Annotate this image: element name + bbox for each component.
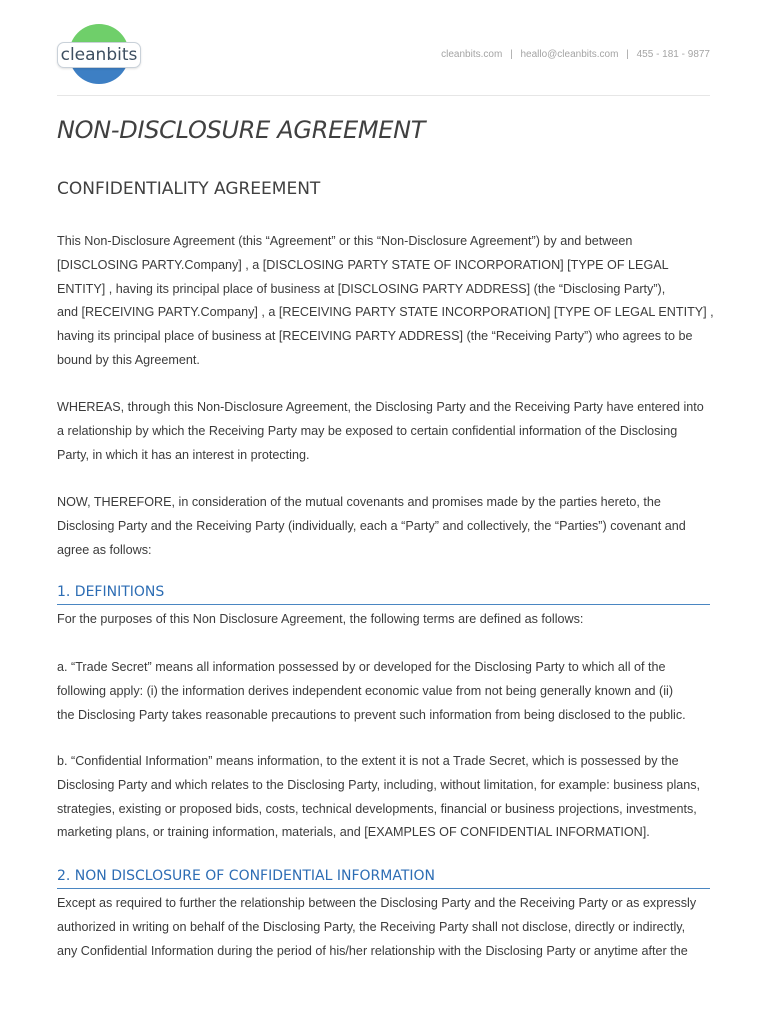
document-title: NON-DISCLOSURE AGREEMENT xyxy=(57,116,426,144)
document-subtitle: CONFIDENTIALITY AGREEMENT xyxy=(57,179,321,199)
now-therefore-paragraph xyxy=(57,491,713,562)
definitions-intro xyxy=(57,608,713,632)
contact-info xyxy=(441,49,710,60)
text-line: the Disclosing Party takes reasonable precautions to prevent such information from being disclosed to the public. xyxy=(57,707,686,722)
text-line: and [RECEIVING PARTY.Company] , a [RECEIVING PARTY STATE INCORPORATION] [TYPE OF LEGAL ENTITY] , xyxy=(57,305,714,320)
text-line: marketing plans, or training information, materials, and [EXAMPLES OF CONFIDENTIAL INFORMATION]. xyxy=(57,825,650,840)
text-line: agree as follows: xyxy=(57,542,152,557)
text-line: following apply: (i) the information derives independent economic value from not being generally known and (ii) xyxy=(57,683,674,698)
separator: | xyxy=(510,49,513,60)
section-heading-definitions: 1. DEFINITIONS xyxy=(57,581,710,605)
definition-trade-secret xyxy=(57,656,713,727)
definition-confidential-information xyxy=(57,750,713,845)
text-line: authorized in writing on behalf of the Disclosing Party, the Receiving Party shall not disclose, directly or indirectly, xyxy=(57,919,686,934)
text-line: any Confidential Information during the period of his/her relationship with the Disclosing Party or anytime after the xyxy=(57,943,688,958)
text-line: b. “Confidential Information” means information, to the extent it is not a Trade Secret, which is possessed by the xyxy=(57,754,679,768)
text-line: NOW, THEREFORE, in consideration of the mutual covenants and promises made by the parties hereto, the xyxy=(57,495,661,509)
text-line: strategies, existing or proposed bids, costs, technical developments, financial or business projections, investments, xyxy=(57,801,697,816)
website-link[interactable]: cleanbits.com xyxy=(441,49,503,60)
page-header xyxy=(57,24,710,96)
section-heading-non-disclosure: 2. NON DISCLOSURE OF CONFIDENTIAL INFORMATION xyxy=(57,865,710,889)
phone-number: 455 - 181 - 9877 xyxy=(636,49,710,60)
non-disclosure-body xyxy=(57,892,713,963)
text-line: bound by this Agreement. xyxy=(57,352,200,367)
text-line: This Non-Disclosure Agreement (this “Agreement” or this “Non-Disclosure Agreement”) by and between xyxy=(57,234,633,248)
text-line: a relationship by which the Receiving Party may be exposed to certain confidential information of the Disclosing xyxy=(57,423,678,438)
text-line: having its principal place of business at [RECEIVING PARTY ADDRESS] (the “Receiving Party”) who agrees to be xyxy=(57,329,693,344)
text-line: Disclosing Party and which relates to the Disclosing Party, including, without limitation, for example: business plans, xyxy=(57,777,701,792)
text-line: For the purposes of this Non Disclosure Agreement, the following terms are defined as follows: xyxy=(57,612,584,626)
logo-text: cleanbits xyxy=(60,45,138,65)
whereas-paragraph xyxy=(57,396,713,467)
text-line: a. “Trade Secret” means all information possessed by or developed for the Disclosing Party to which all of the xyxy=(57,660,666,674)
cleanbits-logo xyxy=(57,24,141,86)
email-link[interactable]: heallo@cleanbits.com xyxy=(520,49,619,60)
text-line: ENTITY] , having its principal place of business at [DISCLOSING PARTY ADDRESS] (the “Disclosing Party”), xyxy=(57,281,666,296)
text-line: Disclosing Party and the Receiving Party (individually, each a “Party” and collectively, the “Parties”) covenant and xyxy=(57,518,686,533)
text-line: Party, in which it has an interest in protecting. xyxy=(57,447,310,462)
text-line: [DISCLOSING PARTY.Company] , a [DISCLOSING PARTY STATE OF INCORPORATION] [TYPE OF LEGAL xyxy=(57,257,669,272)
separator: | xyxy=(626,49,629,60)
intro-paragraph xyxy=(57,230,713,373)
text-line: WHEREAS, through this Non-Disclosure Agreement, the Disclosing Party and the Receiving Party have entered into xyxy=(57,400,704,414)
text-line: Except as required to further the relationship between the Disclosing Party and the Receiving Party or as expressly xyxy=(57,896,697,910)
